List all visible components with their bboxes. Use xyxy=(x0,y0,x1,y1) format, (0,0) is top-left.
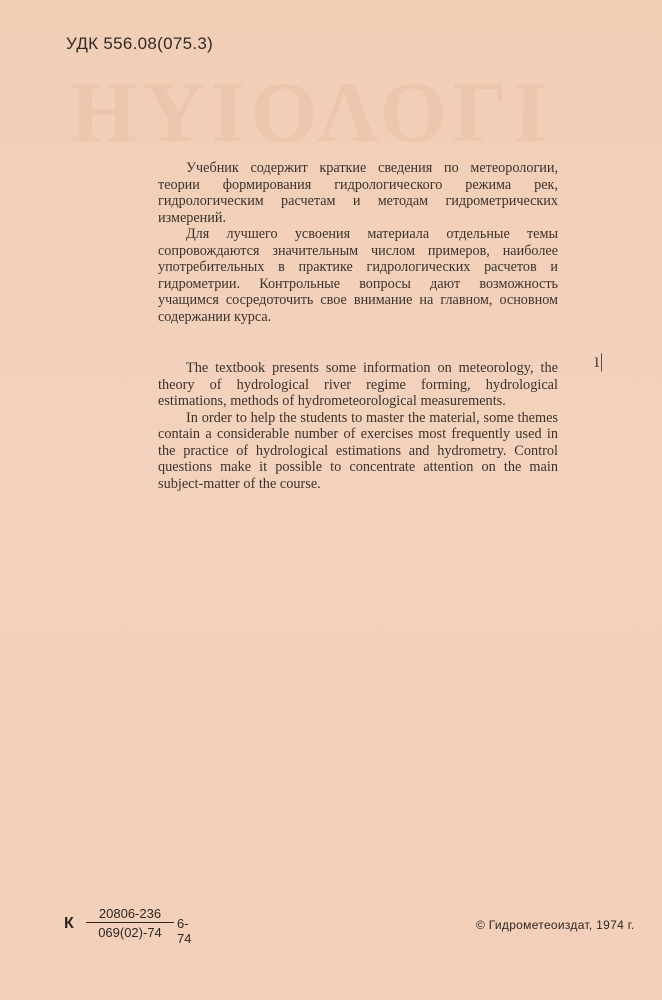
imprint-code: 6-74 xyxy=(177,916,192,946)
imprint-letter: К xyxy=(64,915,74,932)
abstract-ru-paragraph-2: Для лучшего усвоения материала отдельные темы сопровождаются значительным числом примеров, наиболее употребительных в практике гидрологических расчетов и гидрометрии. Контрольные вопросы дают возможность учащимся сосредоточить свое внимание на главном, основном содержании курса. xyxy=(158,226,558,325)
udk-classification: УДК 556.08(075.3) xyxy=(66,34,214,53)
show-through-text: ΗΥΙΟΛΟΓΙ xyxy=(70,64,553,160)
imprint-denominator: 069(02)-74 xyxy=(98,925,162,940)
abstract-russian xyxy=(158,160,558,325)
abstract-english xyxy=(158,360,558,492)
abstract-en-paragraph-2: In order to help the students to master the material, some themes contain a considerable number of exercises most frequently used in the practice of hydrological estimations and hydrometry. Control questions make it possible to concentrate attention on the main subject-matter of the course. xyxy=(158,409,558,492)
ink-mark: ı| xyxy=(594,350,604,372)
imprint-fraction xyxy=(86,906,174,940)
abstract-en-paragraph-1: The textbook presents some information on meteorology, the theory of hydrological river regime forming, hydrological estimations, methods of hydrometeorological measurements. xyxy=(158,360,558,409)
abstract-ru-paragraph-1: Учебник содержит краткие сведения по метеорологии, теории формирования гидрологического режима рек, гидрологическим расчетам и методам гидрометрических измерений. xyxy=(158,160,558,226)
copyright-notice: © Гидрометеоиздат, 1974 г. xyxy=(476,918,635,932)
imprint-numerator: 20806-236 xyxy=(86,906,174,923)
